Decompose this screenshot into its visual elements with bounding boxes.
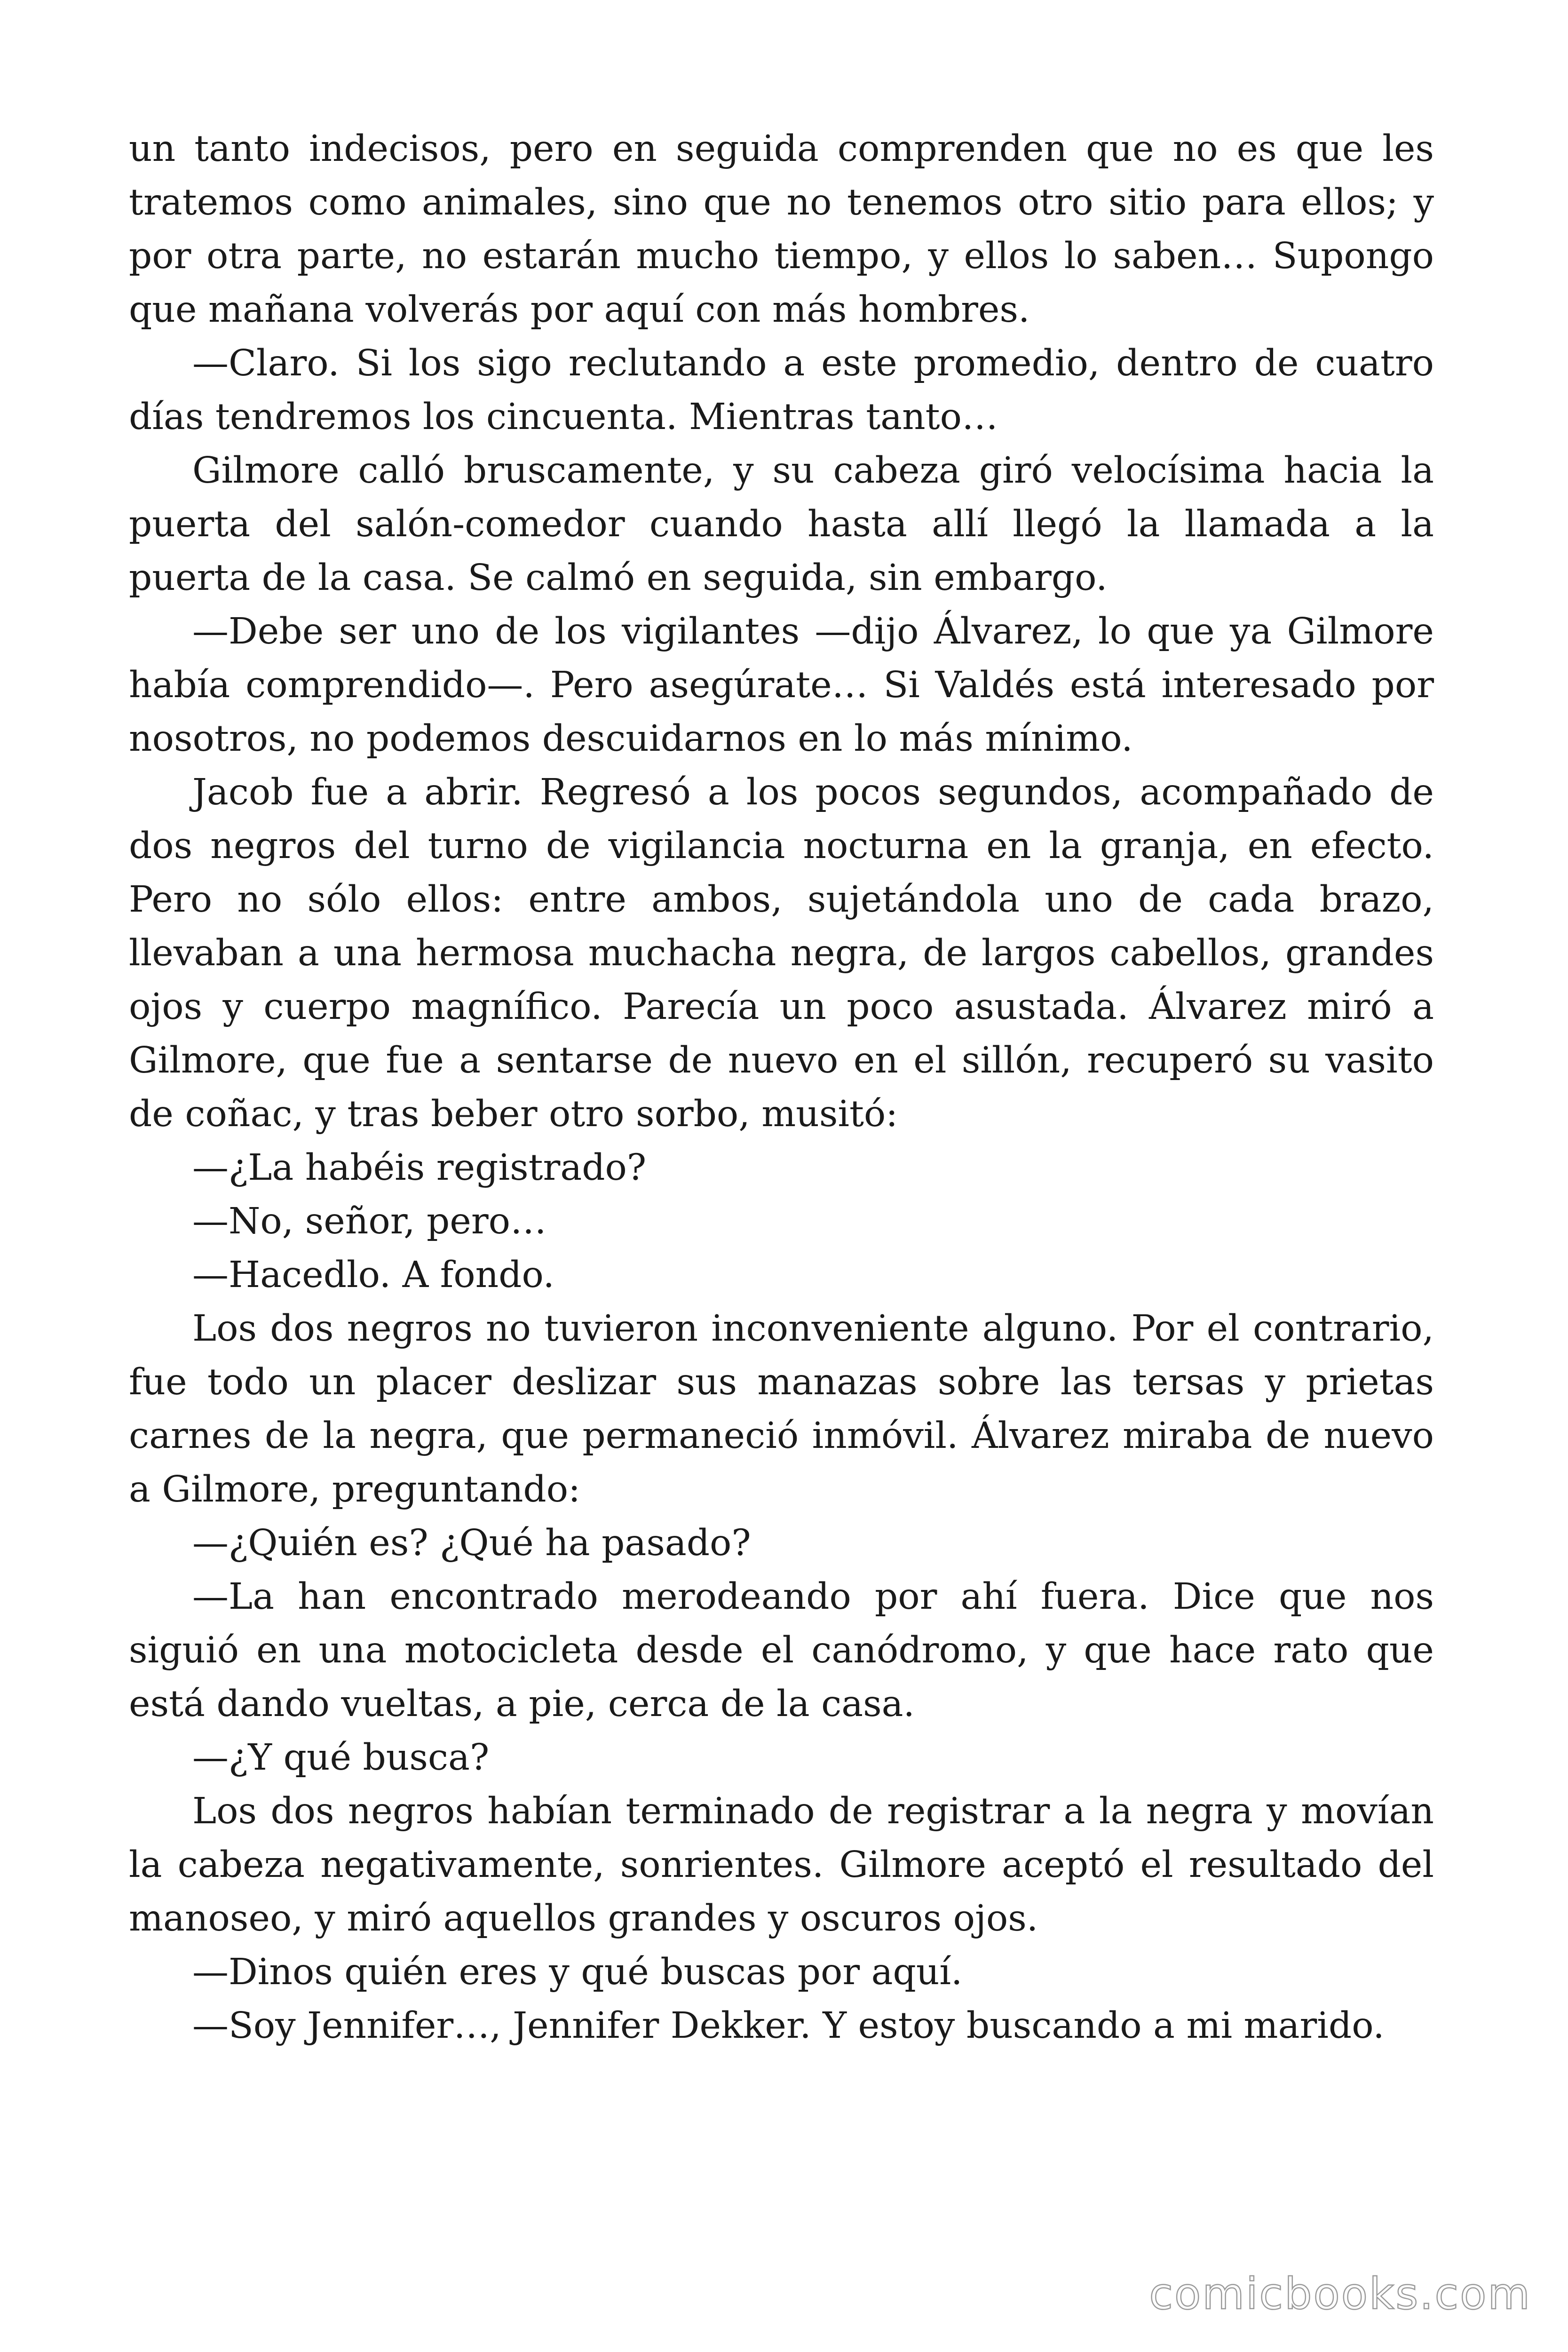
paragraph: —La han encontrado merodeando por ahí fuera. Dice que nos siguió en una motocicleta desde el canódromo, y que hace rato que está dando vueltas, a pie, cerca de la casa. <box>129 1576 1434 1725</box>
paragraph: Los dos negros habían terminado de registrar a la negra y movían la cabeza negativamente, sonrientes. Gilmore aceptó el resultado del manoseo, y miró aquellos grandes y oscuros ojos. <box>129 1790 1434 1939</box>
paragraph: —Soy Jennifer…, Jennifer Dekker. Y estoy buscando a mi marido. <box>192 2005 1385 2047</box>
paragraph: —¿Quién es? ¿Qué ha pasado? <box>192 1522 751 1564</box>
paragraph: un tanto indecisos, pero en seguida comprenden que no es que les tratemos como animales, sino que no tenemos otro sitio para ellos; y por otra parte, no estarán mucho tiempo, y ellos lo saben… Supongo que mañana volverás por aquí con más hombres. <box>129 128 1434 331</box>
paragraph: —Debe ser uno de los vigilantes —dijo Álvarez, lo que ya Gilmore había comprendido—. Pero asegúrate… Si Valdés está interesado por nosotros, no podemos descuidarnos en lo más mínimo. <box>129 611 1434 760</box>
paragraph: —Claro. Si los sigo reclutando a este promedio, dentro de cuatro días tendremos los cincuenta. Mientras tanto… <box>129 342 1434 438</box>
page-body-text <box>129 122 1434 2053</box>
paragraph: —Dinos quién eres y qué buscas por aquí. <box>192 1951 963 1993</box>
paragraph: Los dos negros no tuvieron inconveniente alguno. Por el contrario, fue todo un placer deslizar sus manazas sobre las tersas y prietas carnes de la negra, que permaneció inmóvil. Álvarez miraba de nuevo a Gilmore, preguntando: <box>129 1308 1434 1510</box>
paragraph: Gilmore calló bruscamente, y su cabeza giró velocísima hacia la puerta del salón-comedor cuando hasta allí llegó la llamada a la puerta de la casa. Se calmó en seguida, sin embargo. <box>129 450 1434 599</box>
paragraph: —Hacedlo. A fondo. <box>192 1254 554 1296</box>
paragraph: Jacob fue a abrir. Regresó a los pocos segundos, acompañado de dos negros del turno de vigilancia nocturna en la granja, en efecto. Pero no sólo ellos: entre ambos, sujetándola uno de cada brazo, llevaban a una hermosa muchacha negra, de largos cabellos, grandes ojos y cuerpo magnífico. Parecía un poco asustada. Álvarez miró a Gilmore, que fue a sentarse de nuevo en el sillón, recuperó su vasito de coñac, y tras beber otro sorbo, musitó: <box>129 771 1434 1135</box>
paragraph: —No, señor, pero… <box>192 1200 547 1242</box>
paragraph: —¿La habéis registrado? <box>192 1147 647 1189</box>
paragraph: —¿Y qué busca? <box>192 1737 490 1779</box>
watermark: comicbooks.com <box>1149 2269 1531 2319</box>
